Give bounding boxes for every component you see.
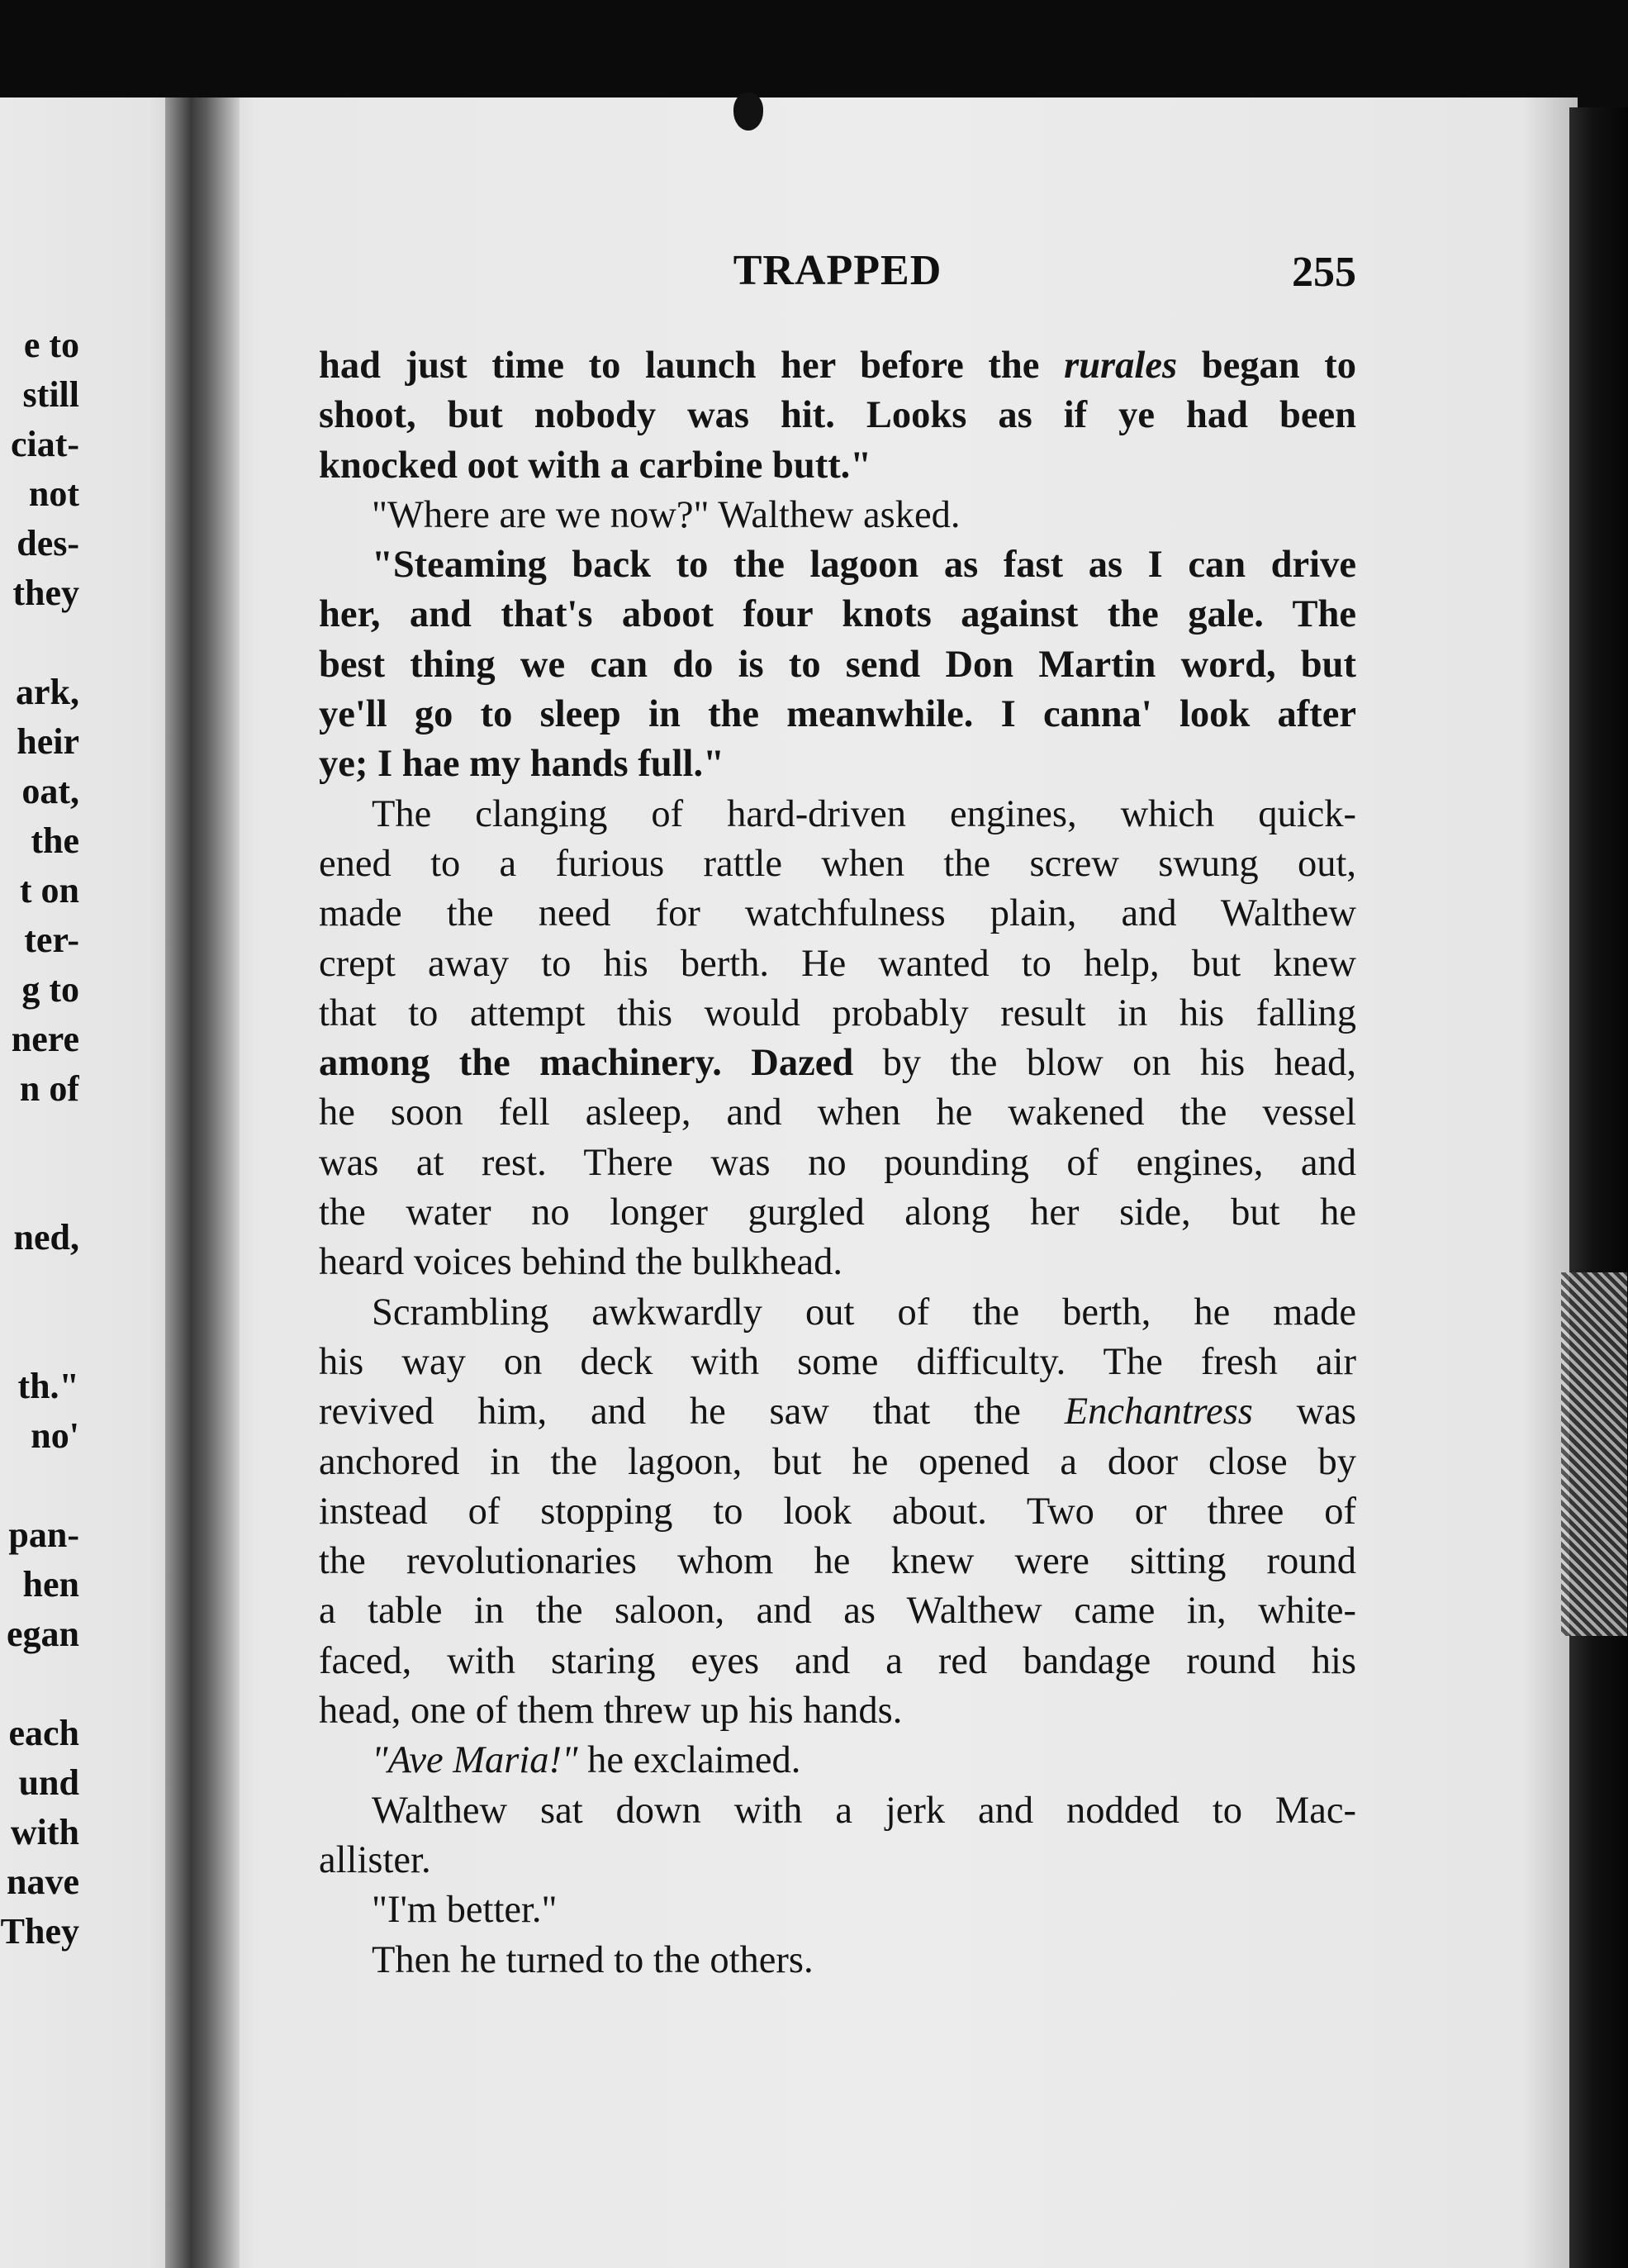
- left-page-fragment: th.": [17, 1366, 79, 1406]
- text-line: ened to a furious rattle when the screw swung out,: [319, 842, 1356, 885]
- text-line: "Steaming back to the lagoon as fast as I can drive: [372, 544, 1356, 587]
- left-page-fragment: each: [8, 1713, 79, 1753]
- left-page-fragment: ned,: [13, 1217, 79, 1258]
- left-page-fragment: heir: [17, 721, 79, 762]
- left-page-fragment: nave: [7, 1861, 79, 1902]
- text-line: allister.: [319, 1838, 431, 1881]
- text-line: the revolutionaries whom he knew were sitting round: [319, 1540, 1356, 1583]
- text-line: head, one of them threw up his hands.: [319, 1690, 903, 1733]
- text-line: best thing we can do is to send Don Martin word, but: [319, 643, 1356, 686]
- left-page-fragment: ter-: [24, 920, 79, 960]
- left-page-fragment: [0, 1114, 79, 1163]
- edge-texture: [1561, 1272, 1627, 1636]
- left-page-fragment: oat,: [21, 771, 79, 811]
- text-line: Scrambling awkwardly out of the berth, he made: [372, 1291, 1356, 1334]
- text-line: made the need for watchfulness plain, and Walthew: [319, 892, 1356, 935]
- left-page-fragment: they: [12, 573, 79, 613]
- left-page-fragment: the: [31, 820, 79, 861]
- text-line: The clanging of hard-driven engines, which quick-: [372, 792, 1356, 835]
- text-line: heard voices behind the bulkhead.: [319, 1241, 842, 1284]
- text-line: the water no longer gurgled along her side, but he: [319, 1191, 1356, 1234]
- left-page-fragment: des-: [17, 523, 79, 563]
- text-line: faced, with staring eyes and a red bandage round his: [319, 1639, 1356, 1682]
- text-line: was at rest. There was no pounding of engines, and: [319, 1141, 1356, 1184]
- left-page-fragment: no': [31, 1415, 79, 1456]
- left-page-fragment: not: [28, 473, 79, 514]
- text-line: he soon fell asleep, and when he wakened the vessel: [319, 1091, 1356, 1134]
- body-text: [319, 341, 1356, 1985]
- text-line: that to attempt this would probably result in his falling: [319, 991, 1356, 1034]
- left-page-fragment: pan-: [8, 1514, 79, 1555]
- left-page-fragment: e to: [23, 325, 79, 365]
- text-line: "I'm better.": [372, 1889, 558, 1932]
- left-page-fragment: [0, 1461, 79, 1510]
- left-page-fragment: g to: [21, 969, 79, 1010]
- text-line: "Where are we now?" Walthew asked.: [372, 493, 961, 536]
- left-page-fragment: hen: [22, 1564, 79, 1605]
- book-gutter: [165, 97, 240, 2268]
- text-line: shoot, but nobody was hit. Looks as if ye had been: [319, 394, 1356, 437]
- left-page-fragment: with: [10, 1812, 79, 1852]
- running-head: [319, 246, 1356, 312]
- text-line: crept away to his berth. He wanted to help, but knew: [319, 942, 1356, 985]
- left-page-fragment: und: [18, 1762, 79, 1803]
- left-page-fragment: [0, 1312, 79, 1362]
- text-line: knocked oot with a carbine butt.": [319, 444, 872, 487]
- left-page-fragment: [0, 618, 79, 668]
- left-page-fragment: [0, 1163, 79, 1213]
- text-line: a table in the saloon, and as Walthew came in, white-: [319, 1590, 1356, 1633]
- text-line: his way on deck with some difficulty. The fresh air: [319, 1340, 1356, 1383]
- left-page-fragment: n of: [19, 1068, 79, 1109]
- left-page-fragment: egan: [7, 1614, 79, 1654]
- text-line: "Ave Maria!" he exclaimed.: [372, 1739, 801, 1782]
- left-page-fragment: ciat-: [10, 424, 79, 464]
- text-line: had just time to launch her before the rurales began to: [319, 345, 1356, 387]
- text-line: ye'll go to sleep in the meanwhile. I canna' look after: [319, 693, 1356, 736]
- text-line: among the machinery. Dazed by the blow on his head,: [319, 1042, 1356, 1085]
- left-page-fragment: [0, 1659, 79, 1709]
- binding-mark: [733, 93, 763, 131]
- text-line: revived him, and he saw that the Enchantress was: [319, 1391, 1356, 1434]
- text-line: Walthew sat down with a jerk and nodded to Mac-: [372, 1789, 1356, 1832]
- page-edge-shadow: [1569, 107, 1628, 2268]
- left-page-fragment: nere: [11, 1019, 79, 1059]
- page-number: 255: [1292, 249, 1356, 296]
- left-page-fragment: t on: [19, 870, 79, 911]
- left-page-fragment: ark,: [16, 672, 79, 712]
- text-line: Then he turned to the others.: [372, 1938, 814, 1981]
- left-page-fragment: still: [22, 374, 79, 415]
- text-line: ye; I hae my hands full.": [319, 743, 724, 786]
- text-line: instead of stopping to look about. Two or three of: [319, 1490, 1356, 1533]
- running-head-title: TRAPPED: [733, 247, 942, 294]
- left-page-fragment: [0, 1262, 79, 1312]
- text-line: anchored in the lagoon, but he opened a door close by: [319, 1440, 1356, 1483]
- text-line: her, and that's aboot four knots against the gale. The: [319, 593, 1356, 636]
- left-page-fragment: They: [0, 1911, 79, 1952]
- left-page-text-fragments: [0, 321, 79, 1957]
